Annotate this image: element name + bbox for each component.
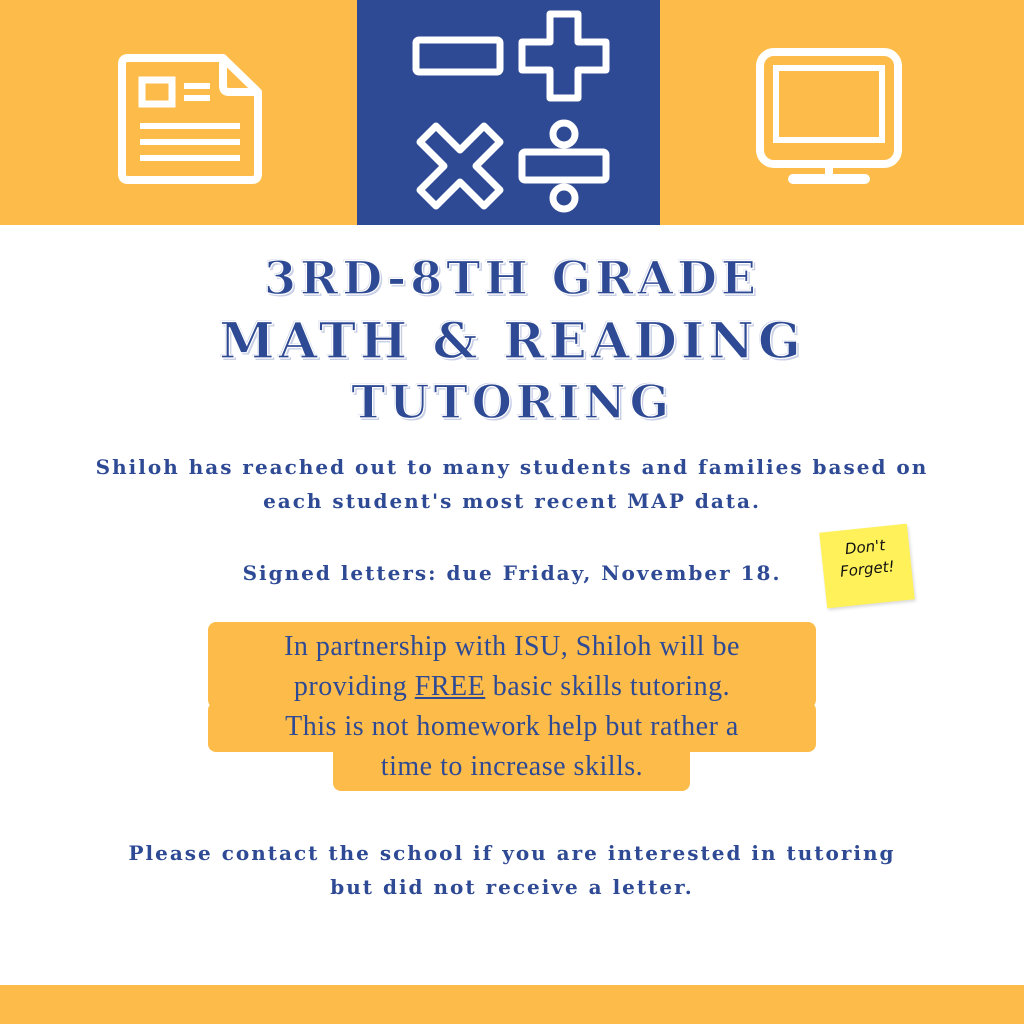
- free-emphasis: FREE: [414, 671, 486, 702]
- divide-icon: [518, 118, 610, 214]
- document-icon: [118, 50, 266, 186]
- callout-line-1: In partnership with ISU, Shiloh will be: [284, 631, 740, 662]
- header-center-panel: [357, 0, 660, 225]
- callout-line-3: This is not homework help but rather a: [285, 711, 739, 742]
- sticky-note-line-1: Don't: [844, 536, 886, 559]
- title-line-2: MATH & READING: [219, 311, 805, 370]
- title-line-1: 3RD-8TH GRADE: [264, 251, 760, 305]
- contact-line-2: but did not receive a letter.: [330, 875, 694, 899]
- callout-line-2: [0, 668, 1024, 706]
- sticky-note-text: [820, 532, 912, 585]
- multiply-icon: [414, 120, 506, 212]
- footer-band: [0, 985, 1024, 1024]
- intro-line-2: each student's most recent MAP data.: [263, 489, 761, 513]
- title-line-3: TUTORING: [351, 375, 673, 429]
- monitor-icon: [754, 46, 904, 188]
- sticky-note: [819, 524, 914, 609]
- minus-icon: [412, 36, 504, 76]
- callout-line-2-suffix: basic skills tutoring.: [485, 671, 731, 702]
- contact-line-1: Please contact the school if you are interested in tutoring: [128, 841, 896, 865]
- plus-icon: [518, 10, 610, 102]
- callout-line-2-prefix: providing: [293, 671, 415, 702]
- sticky-note-line-2: Forget!: [839, 557, 896, 581]
- intro-line-1: Shiloh has reached out to many students and families based on: [95, 455, 929, 479]
- callout-line-4: time to increase skills.: [380, 751, 644, 782]
- deadline-text: Signed letters: due Friday, November 18.: [242, 561, 782, 585]
